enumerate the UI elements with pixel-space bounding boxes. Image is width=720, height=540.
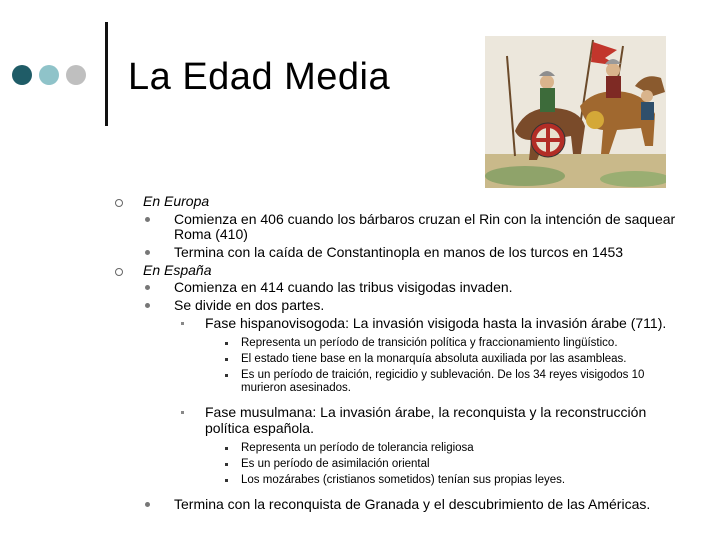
- dot-bullet-icon: [145, 250, 150, 255]
- list-item: [112, 280, 682, 296]
- small-bullet-icon: [225, 479, 228, 482]
- detail-item: [112, 442, 682, 455]
- small-bullet-icon: [225, 358, 228, 361]
- section-europa: [112, 194, 682, 210]
- small-bullet-icon: [225, 447, 228, 450]
- small-bullet-icon: [225, 374, 228, 377]
- list-item: [112, 497, 682, 513]
- dot-dark: [12, 65, 32, 85]
- list-item: [112, 245, 682, 261]
- detail-text: Los mozárabes (cristianos sometidos) tenían sus propias leyes.: [241, 473, 566, 486]
- phase-label: Fase hispanovisogoda: La invasión visigoda hasta la invasión árabe (711).: [205, 314, 667, 331]
- detail-item: [112, 458, 682, 471]
- section-heading: En España: [143, 261, 212, 278]
- detail-text: Representa un período de transición política y fraccionamiento lingüístico.: [241, 337, 618, 350]
- phase-musulmana: [112, 405, 682, 436]
- detail-text: El estado tiene base en la monarquía absoluta auxiliada por las asambleas.: [241, 353, 627, 366]
- dot-gray: [66, 65, 86, 85]
- detail-item: [112, 337, 682, 350]
- phase-label: Fase musulmana: La invasión árabe, la reconquista y la reconstrucción política española.: [205, 403, 647, 436]
- phase-hispanovisogoda: [112, 316, 682, 332]
- list-item: [112, 298, 682, 314]
- square-bullet-icon: [181, 322, 184, 325]
- list-item-text: Termina con la caída de Constantinopla en manos de los turcos en 1453: [174, 244, 624, 261]
- section-espana: [112, 263, 682, 279]
- small-bullet-icon: [225, 463, 228, 466]
- ring-bullet-icon: [115, 199, 123, 207]
- detail-text: Es un período de traición, regicidio y sublevación. De los 34 reyes visigodos 10 murieron asesinados.: [241, 369, 645, 394]
- page-title: La Edad Media: [128, 56, 391, 98]
- warriors-illustration: [485, 36, 666, 188]
- title-divider: [105, 22, 108, 126]
- dot-bullet-icon: [145, 303, 150, 308]
- list-item-text: Comienza en 414 cuando las tribus visigodas invaden.: [174, 279, 513, 296]
- slide-body: [112, 194, 682, 515]
- detail-text: Representa un período de tolerancia religiosa: [241, 442, 474, 455]
- detail-item: [112, 369, 682, 395]
- square-bullet-icon: [181, 411, 184, 414]
- dot-light: [39, 65, 59, 85]
- list-item: [112, 212, 682, 243]
- dot-bullet-icon: [145, 217, 150, 222]
- list-item-text: Comienza en 406 cuando los bárbaros cruzan el Rin con la intención de saquear Roma (410): [174, 210, 676, 243]
- section-heading: En Europa: [143, 193, 210, 209]
- detail-item: [112, 474, 682, 487]
- list-item-text: Termina con la reconquista de Granada y el descubrimiento de las Américas.: [174, 495, 651, 512]
- ring-bullet-icon: [115, 268, 123, 276]
- detail-text: Es un período de asimilación oriental: [241, 458, 430, 471]
- detail-item: [112, 353, 682, 366]
- small-bullet-icon: [225, 342, 228, 345]
- dot-bullet-icon: [145, 502, 150, 507]
- dot-bullet-icon: [145, 285, 150, 290]
- list-item-text: Se divide en dos partes.: [174, 297, 325, 314]
- decorative-dots: [12, 65, 86, 85]
